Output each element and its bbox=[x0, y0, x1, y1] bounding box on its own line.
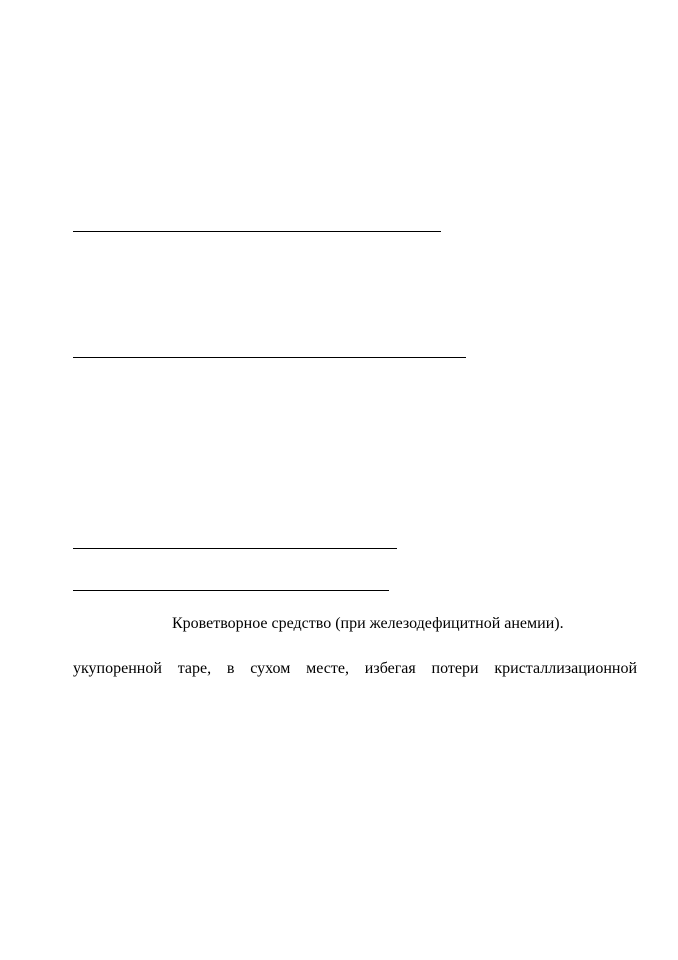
blank-line-1 bbox=[73, 231, 441, 232]
storage-text: укупоренной таре, в сухом месте, избегая потери кристаллизационной bbox=[73, 660, 637, 677]
blank-line-2 bbox=[73, 357, 466, 358]
blank-line-4 bbox=[73, 590, 389, 591]
indication-text: Кроветворное средство (при железодефицитной анемии). bbox=[172, 615, 564, 632]
blank-line-3 bbox=[73, 548, 397, 549]
